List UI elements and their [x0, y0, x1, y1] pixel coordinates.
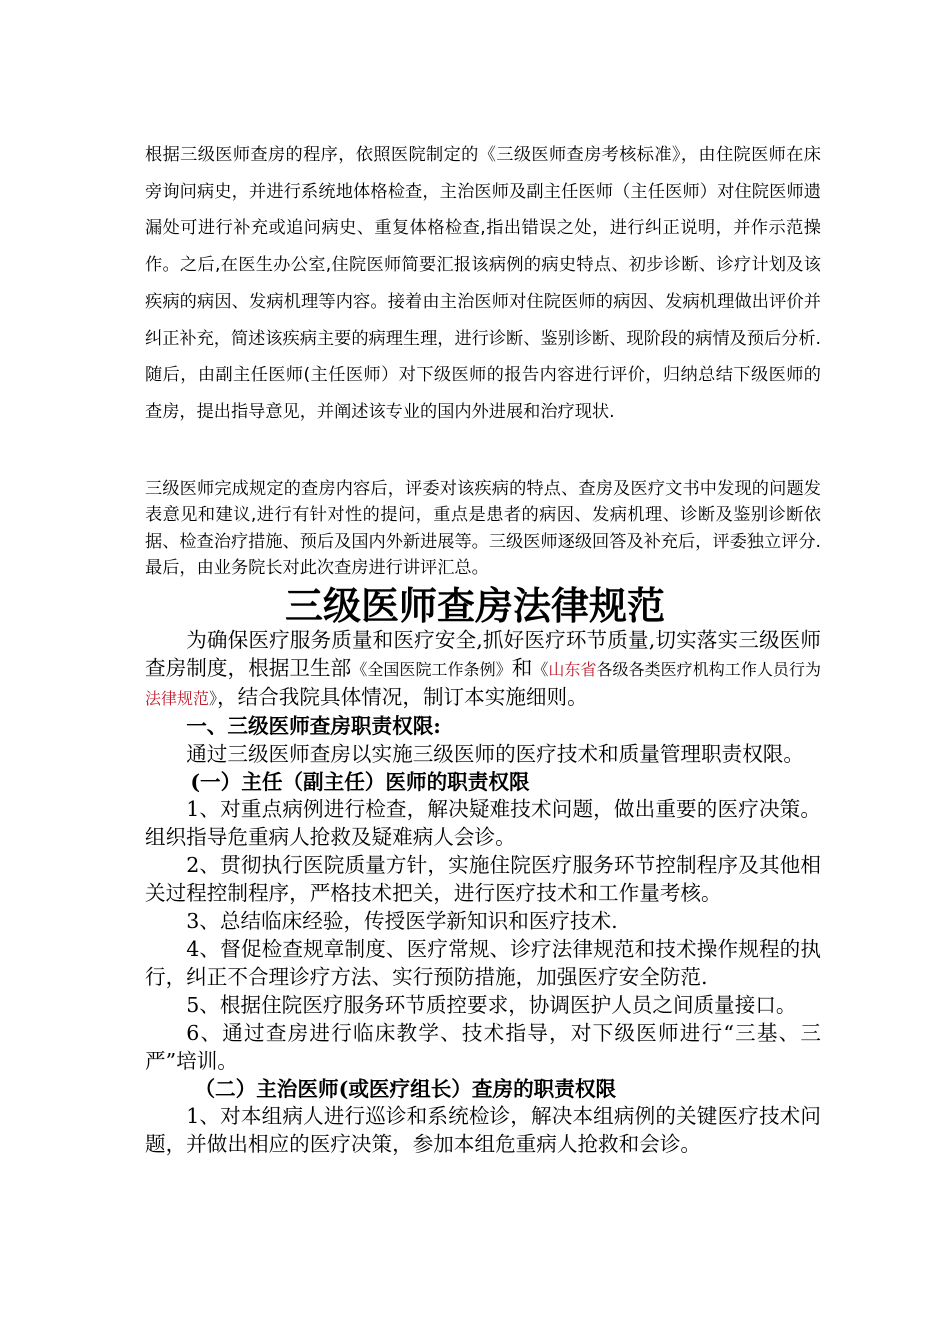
subsection-2-item-1: 1、对本组病人进行巡诊和系统检诊，解决本组病例的关键医疗技术问题，并做出相应的医疗决策，参加本组危重病人抢救和会诊。 — [145, 1104, 821, 1157]
intro-paragraph-1: 根据三级医师查房的程序，依照医院制定的《三级医师查房考核标准》，由住院医师在床旁询问病史，并进行系统地体格检查，主治医师及副主任医师（主任医师）对住院医师遗漏处可进行补充或追问病史、重复体格检查,指出错误之处，进行纠正说明，并作示范操作。之后,在医生办公室,住院医师简要汇报该病例的病史特点、初步诊断、诊疗计划及该疾病的病因、发病机理等内容。接着由主治医师对住院医师的病因、发病机理做出评价并纠正补充，简述该疾病主要的病理生理，进行诊断、鉴别诊断、现阶段的病情及预后分析.随后，由副主任医师(主任医师）对下级医师的报告内容进行评价，归纳总结下级医师的查房，提出指导意见，并阐述该专业的国内外进展和治疗现状. — [145, 145, 821, 422]
section-1-intro: 通过三级医师查房以实施三级医师的医疗技术和质量管理职责权限。 — [186, 741, 804, 766]
document-body — [145, 627, 821, 1159]
subsection-1-item-1: 1、对重点病例进行检查，解决疑难技术问题，做出重要的医疗决策。组织指导危重病人抢救及疑难病人会诊。 — [145, 797, 821, 850]
preamble-text-1: 为确保医疗服务质量和医疗安全,抓好医疗环节质量,切实落实三级医师查房制度，根据卫生部 — [145, 628, 821, 680]
preamble-text-3: ，结合我院具体情况，制订本实施细则。 — [217, 684, 588, 709]
subsection-1-item-5: 5、根据住院医疗服务环节质控要求，协调医护人员之间质量接口。 — [186, 992, 797, 1017]
regulation-ref-2-province: 山东省 — [548, 659, 597, 679]
preamble-text-2: 和 — [511, 655, 533, 680]
subsection-1-heading: (一）主任（副主任）医师的职责权限 — [190, 769, 530, 794]
document-title: 三级医师查房法律规范 — [284, 583, 665, 628]
subsection-1-item-6: 6、通过查房进行临床教学、技术指导，对下级医师进行“三基、三严”培训。 — [145, 1020, 821, 1073]
regulation-ref-2-mid: 各级各类医疗机构工作人员行为 — [596, 659, 821, 679]
section-1-heading: 一、三级医师查房职责权限: — [186, 713, 441, 738]
regulation-ref-2-close: 》 — [209, 688, 218, 708]
subsection-2-heading: （二）主治医师(或医疗组长）查房的职责权限 — [194, 1076, 617, 1101]
preamble-paragraph — [145, 627, 821, 713]
subsection-1-item-2: 2、贯彻执行医院质量方针，实施住院医疗服务环节控制程序及其他相关过程控制程序，严格技术把关，进行医疗技术和工作量考核。 — [145, 853, 821, 906]
regulation-ref-2-open: 《 — [532, 659, 549, 679]
subsection-1-item-4: 4、督促检查规章制度、医疗常规、诊疗法律规范和技术操作规程的执行，纠正不合理诊疗方法、实行预防措施，加强医疗安全防范. — [145, 936, 821, 989]
regulation-ref-2-law: 法律规范 — [145, 688, 210, 708]
subsection-1-item-3: 3、总结临床经验，传授医学新知识和医疗技术. — [186, 909, 618, 934]
regulation-ref-1: 《全国医院工作条例》 — [351, 659, 512, 679]
intro-paragraph-2: 三级医师完成规定的查房内容后，评委对该疾病的特点、查房及医疗文书中发现的问题发表意见和建议,进行有针对性的提问，重点是患者的病因、发病机理、诊断及鉴别诊断依据、检查治疗措施、预后及国内外新进展等。三级医师逐级回答及补充后，评委独立评分.最后，由业务院长对此次查房进行讲评汇总。 — [145, 479, 821, 578]
